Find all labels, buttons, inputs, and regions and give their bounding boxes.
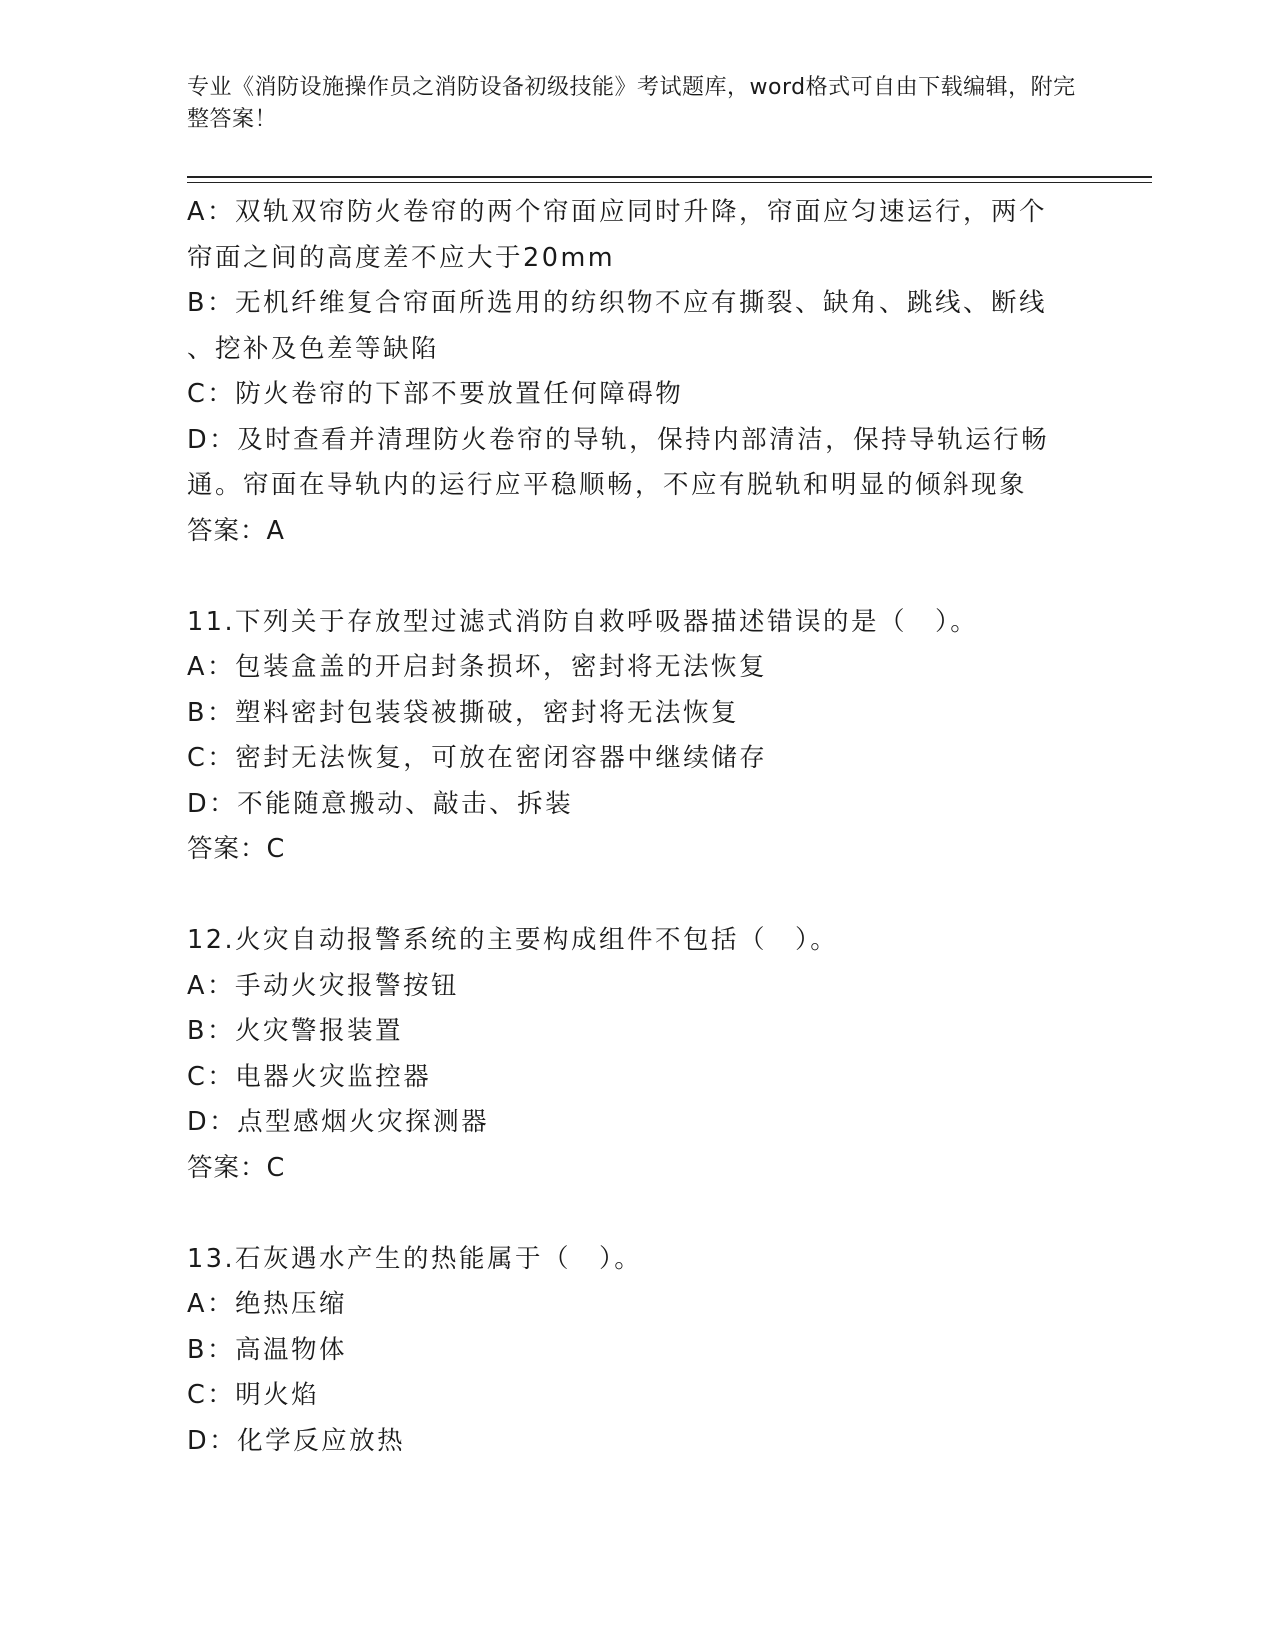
q13-option-b: B：高温物体 [187, 1334, 347, 1365]
q11-answer [187, 827, 1087, 873]
header-divider-thick [187, 176, 1152, 178]
spacer [187, 873, 1087, 919]
q12-option-d: D：点型感烟火灾探测器 [187, 1107, 490, 1137]
q13-option-a: A：绝热压缩 [187, 1289, 347, 1319]
q10-option-b-line1: B：无机纤维复合帘面所选用的纺织物不应有撕裂、缺角、跳线、断线 [187, 288, 1047, 318]
answer-label: 答案： [187, 834, 267, 864]
q12-option-b: B：火灾警报装置 [187, 1016, 403, 1046]
q12-stem: 12.火灾自动报警系统的主要构成组件不包括（ ）。 [187, 925, 839, 955]
question-list [187, 190, 1087, 1464]
q13-option-d: D：化学反应放热 [187, 1425, 406, 1456]
answer-label: 答案： [187, 1152, 267, 1183]
question-12-block [187, 918, 1087, 1191]
question-11-block [187, 600, 1087, 873]
q10-option-b-line2: 、挖补及色差等缺陷 [187, 333, 440, 364]
q13-stem: 13.石灰遇水产生的热能属于（ ）。 [187, 1243, 643, 1274]
q10-option-a-line2: 帘面之间的高度差不应大于20mm [187, 242, 616, 273]
q12-option-c: C：电器火灾监控器 [187, 1061, 432, 1092]
q11-option-c: C：密封无法恢复，可放在密闭容器中继续储存 [187, 743, 768, 773]
q10-answer [187, 509, 1087, 555]
answer-value: C [266, 1152, 285, 1183]
answer-value: A [266, 515, 284, 546]
q12-answer [187, 1146, 1087, 1192]
q10-option-a-line1: A：双轨双帘防火卷帘的两个帘面应同时升降，帘面应匀速运行，两个 [187, 197, 1047, 227]
q11-option-d: D：不能随意搬动、敲击、拆装 [187, 788, 574, 819]
q11-option-a: A：包装盒盖的开启封条损坏，密封将无法恢复 [187, 652, 767, 682]
q10-option-c: C：防火卷帘的下部不要放置任何障碍物 [187, 379, 684, 409]
spacer [187, 554, 1087, 600]
q10-option-d-line2: 通。帘面在导轨内的运行应平稳顺畅，不应有脱轨和明显的倾斜现象 [187, 470, 1028, 500]
document-header: 专业《消防设施操作员之消防设备初级技能》考试题库，word格式可自由下载编辑，附完整答案！ [187, 75, 1076, 132]
q11-option-b: B：塑料密封包装袋被撕破，密封将无法恢复 [187, 697, 739, 728]
question-10-block [187, 190, 1087, 554]
answer-value: C [266, 834, 285, 864]
q12-option-a: A：手动火灾报警按钮 [187, 970, 459, 1001]
q13-option-c: C：明火焰 [187, 1380, 320, 1410]
answer-label: 答案： [187, 515, 267, 546]
header-divider-thin [187, 182, 1152, 183]
question-13-block [187, 1237, 1087, 1465]
q10-option-d-line1: D：及时查看并清理防火卷帘的导轨，保持内部清洁，保持导轨运行畅 [187, 424, 1050, 455]
q11-stem: 11.下列关于存放型过滤式消防自救呼吸器描述错误的是（ ）。 [187, 606, 979, 637]
spacer [187, 1191, 1087, 1237]
